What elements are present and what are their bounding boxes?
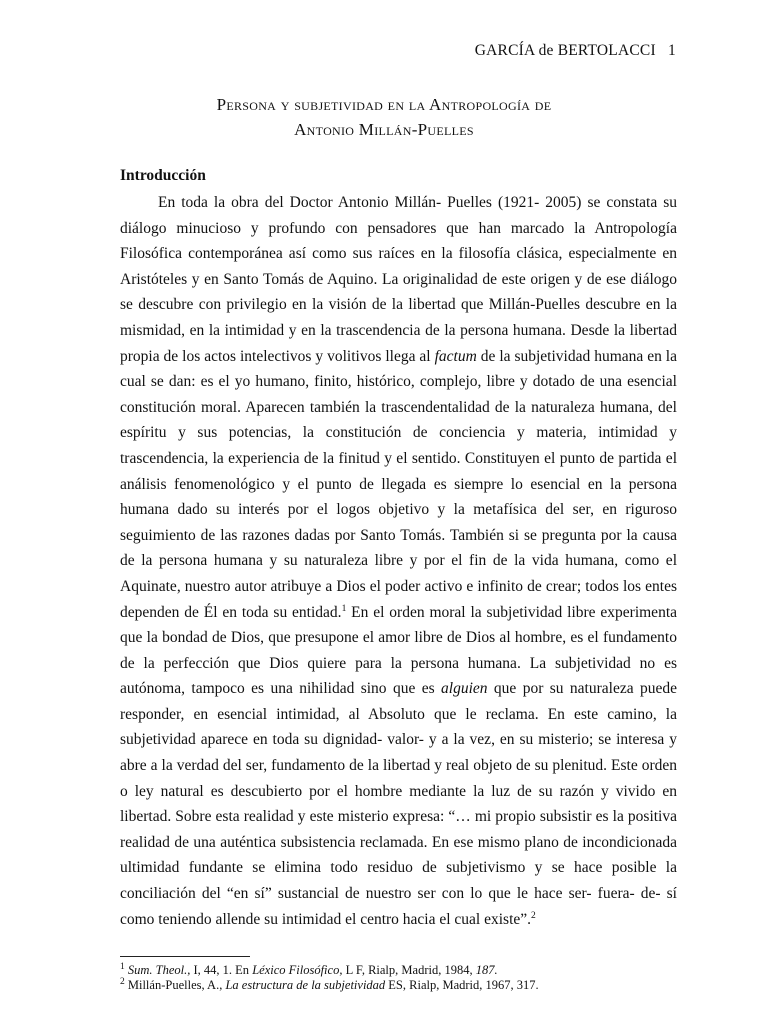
footnote-italic: Léxico Filosófico, xyxy=(252,963,343,977)
running-head-text: GARCÍA de BERTOLACCI xyxy=(474,42,656,59)
footnote-number: 1 xyxy=(120,961,125,972)
paragraph-segment: que por su naturaleza puede responder, en esencial intimidad, al Absoluto que le reclama. En este camino, la subjetividad aparece en toda su dignidad- valor- y a la vez, en su misterio; se interesa y abre a la verdad del ser, fundamento de la libertad y real objeto de su plenitud. Este orden o ley natural es descubierto por el hombre mediante la luz de su razón y vivido en libertad. Sobre esta realidad y este misterio expresa: “… mi propio subsistir es la positiva realidad de una auténtica subsistencia reclamada. En ese mismo plano de incondicionada ultimidad fundante se elimina todo residuo de subjetivismo y se hace posible la conciliación del “en sí” sustancial de nuestro ser con lo que le hace ser- fuera- de- sí como teniendo allende su intimidad el centro hacia el cual existe”. xyxy=(120,680,677,928)
footnote-text: Millán-Puelles, A., xyxy=(124,978,226,992)
paragraph-segment: En el orden moral la subjetividad libre experimenta que la bondad de Dios, que presupone el amor libre de Dios al hombre, es el fundamento de la perfección que Dios quiere para la persona humana. La subjetividad no es autónoma, tampoco es una nihilidad sino que es xyxy=(120,603,678,698)
running-header xyxy=(475,42,676,60)
body-text xyxy=(120,190,677,932)
article-title xyxy=(0,92,768,142)
footnote-text: I, 44, 1. En xyxy=(190,963,253,977)
paragraph-segment: de la subjetividad humana en la cual se dan: es el yo humano, finito, histórico, complejo, libre y dotado de una esencial constitución moral. Aparecen también la trascendentalidad de la naturaleza humana, del espíritu y sus potencias, la constitución de conciencia y materia, intimidad y trascendencia, la experiencia de la finitud y el sentido. Constituyen el punto de partida el análisis fenomenológico y el punto de llegada es siempre lo esencial en la persona humana dado su interés por el logos objetivo y la metafísica del ser, en riguroso seguimiento de las razones dadas por Santo Tomás. También si se pregunta por la causa de la persona humana y su naturaleza libre y por el fin de la vida humana, como el Aquinate, nuestro autor atribuye a Dios el poder activo e infinito de crear; todos los entes dependen de Él en toda su entidad. xyxy=(120,347,677,621)
introduction-paragraph xyxy=(120,190,677,932)
footnote-italic: Sum. Theol., xyxy=(127,963,191,977)
title-line-2: Antonio Millán-Puelles xyxy=(294,120,474,139)
footnote-text: ES, Rialp, Madrid, 1967, 317. xyxy=(385,978,539,992)
page-number: 1 xyxy=(668,42,676,59)
footnote-ref-2[interactable]: 2 xyxy=(531,910,536,921)
italic-term-alguien: alguien xyxy=(441,680,488,698)
title-line-1: Persona y subjetividad en la Antropología de xyxy=(216,95,552,114)
footnote-text: L F, Rialp, Madrid, 1984, xyxy=(342,963,476,977)
footnote-separator xyxy=(120,956,250,957)
footnote-ref-1[interactable]: 1 xyxy=(341,603,347,614)
paragraph-segment: En toda la obra del Doctor Antonio Millán- Puelles (1921- 2005) se constata su diálogo minucioso y profundo con pensadores que han marcado la Antropología Filosófica contemporánea así como sus raíces en la filosofía clásica, especialmente en Aristóteles y en Santo Tomás de Aquino. La originalidad de este origen y de ese diálogo se descubre con privilegio en la visión de la libertad que Millán-Puelles descubre en la mismidad, en la intimidad y en la trascendencia de la persona humana. Desde la libertad propia de los actos intelectivos y volitivos llega al xyxy=(120,194,677,365)
section-heading: Introducción xyxy=(120,167,206,184)
footnote-2 xyxy=(120,978,539,992)
footnote-italic: 187. xyxy=(475,963,498,977)
italic-term-factum: factum xyxy=(434,347,477,365)
footnote-number: 2 xyxy=(120,976,125,987)
footnote-italic: La estructura de la subjetividad xyxy=(225,978,386,992)
footnote-1 xyxy=(120,963,498,977)
